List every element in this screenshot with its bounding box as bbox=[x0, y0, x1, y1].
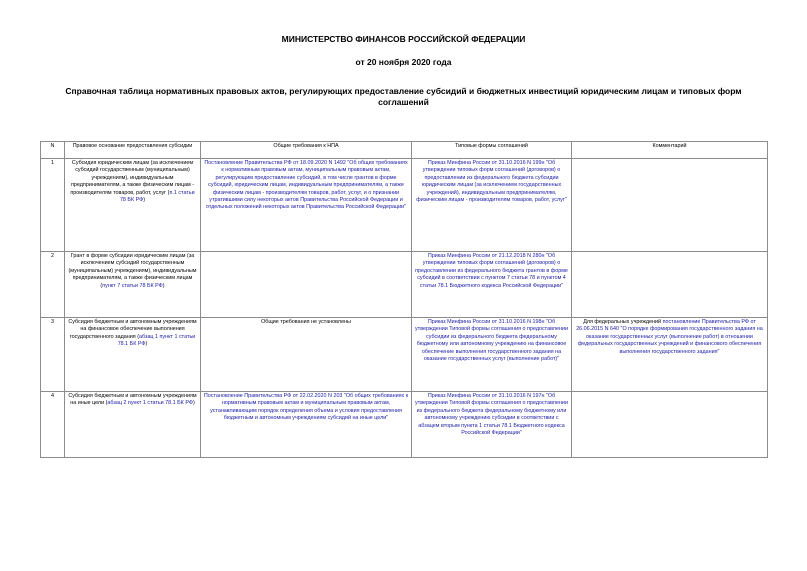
table-row bbox=[41, 318, 768, 392]
legal-basis-cell bbox=[65, 318, 201, 392]
row-number: 4 bbox=[41, 392, 65, 458]
legal-basis-link[interactable]: п.1 статьи 78 БК РФ bbox=[119, 189, 195, 204]
row-number: 1 bbox=[41, 159, 65, 252]
column-header-number: N bbox=[41, 142, 65, 159]
agreement-form-link[interactable]: Приказ Минфина России от 31.10.2016 N 197н "Об утверждении Типовой формы соглашения о предоставлении из федерального бюджета федеральному бюджетному или автономному учреждению субсидии в соответствии с абзацем вторым пункта 1 статьи 78.1 Бюджетного кодекса Российской Федерации" bbox=[412, 392, 572, 458]
legal-basis-tail: ) bbox=[145, 341, 148, 348]
requirements-cell: Общие требования не установлены bbox=[201, 318, 412, 392]
table-row bbox=[41, 252, 768, 318]
row-number: 2 bbox=[41, 252, 65, 318]
column-header-comment: Комментарий bbox=[572, 142, 768, 159]
column-header-legal-basis: Правовое основание предоставления субсидии bbox=[65, 142, 201, 159]
agreement-form-link[interactable]: Приказ Минфина России от 31.10.2016 N 198н "Об утверждении Типовой формы соглашения о предоставлении субсидии из федерального бюджета федеральному бюджетному или автономному учреждению на финансовое обеспечение выполнения государственного задания на оказание государственных услуг (выполнение работ)" bbox=[412, 318, 572, 392]
ministry-heading: МИНИСТЕРСТВО ФИНАНСОВ РОССИЙСКОЙ ФЕДЕРАЦИИ bbox=[281, 34, 526, 44]
column-header-requirements: Общие требования к НПА bbox=[201, 142, 412, 159]
requirements-link[interactable]: Постановление Правительства РФ от 22.02.2020 N 203 "Об общих требованиях к нормативным правовым актам и муниципальным правовым актам, устанавливающим порядок определения объема и условия предоставления бюджетным и автономным учреждениям субсидий на иные цели" bbox=[201, 392, 412, 458]
comment-link[interactable]: постановление Правительства РФ от 26.06.2015 N 640 "О порядке формирования государственного задания на оказание государственных услуг (выполнение работ) в отношении федеральных государственных учреждений и финансового обеспечения выполнения государственного задания" bbox=[576, 319, 763, 355]
comment-prefix: Для федеральных учреждений bbox=[583, 319, 663, 325]
reference-table bbox=[40, 141, 768, 458]
row-number: 3 bbox=[41, 318, 65, 392]
legal-basis-tail: ) bbox=[143, 197, 146, 204]
agreement-form-link[interactable]: Приказ Минфина России от 31.10.2016 N 199н "Об утверждении типовых форм соглашений (договоров) о предоставлении из федерального бюджета субсидии юридическим лицам (за исключением государственных учреждений), индивидуальным предпринимателям, физическим лицам - производителям товаров, работ, услуг" bbox=[412, 159, 572, 252]
legal-basis-cell bbox=[65, 159, 201, 252]
legal-basis-link[interactable]: абзац 2 пункт 1 статьи 78.1 БК РФ bbox=[107, 400, 193, 407]
legal-basis-text: Субсидия бюджетным и автономным учреждениям на иные цели ( bbox=[68, 393, 197, 407]
comment-cell bbox=[572, 252, 768, 318]
legal-basis-link[interactable]: абзац 1 пункт 1 статьи 78.1 БК РФ bbox=[117, 333, 196, 348]
column-header-agreement-forms: Типовые формы соглашений bbox=[412, 142, 572, 159]
document-date: от 20 ноября 2020 года bbox=[355, 57, 452, 67]
legal-basis-cell bbox=[65, 392, 201, 458]
legal-basis-text: Субсидия юридическим лицам (за исключением субсидий государственным (муниципальным) учреждениям), индивидуальным предпринимателям, а также физическим лицам - производителям товаров, работ, услуг ( bbox=[70, 160, 195, 196]
table-row bbox=[41, 159, 768, 252]
document-title: Справочная таблица нормативных правовых актов, регулирующих предоставление субсидий и бюджетных инвестиций юридическим лицам и типовых форм соглашений bbox=[65, 86, 742, 107]
table-header-row bbox=[41, 142, 768, 159]
comment-cell bbox=[572, 318, 768, 392]
legal-basis-text: Грант в форме субсидии юридическим лицам (за исключением субсидий государственным (муниципальным) учреждениям), индивидуальным предпринимателям, а также физическим лицам ( bbox=[68, 253, 197, 289]
legal-basis-text: Субсидия бюджетным и автономным учреждениям на финансовое обеспечение выполнения государственного задания ( bbox=[68, 319, 197, 340]
legal-basis-tail: ) bbox=[192, 400, 195, 407]
requirements-link[interactable]: Постановление Правительства РФ от 18.09.2020 N 1492 "Об общих требованиях к нормативным правовым актам, муниципальным правовым актам, регулирующим предоставление субсидий, в том числе грантов в форме субсидий, юридическим лицам, индивидуальным предпринимателям, а также физическим лицам - производителям товаров, работ, услуг, и о признании утратившими силу некоторых актов Правительства Российской Федерации и отдельных положений некоторых актов Правительства Российской Федерации" bbox=[201, 159, 412, 252]
table-row bbox=[41, 392, 768, 458]
agreement-form-link[interactable]: Приказ Минфина России от 21.12.2018 N 280н "Об утверждении типовых форм соглашений (договоров) о предоставлении из федерального бюджета грантов в форме субсидий в соответствии с пунктом 7 статьи 78 и пунктом 4 статьи 78.1 Бюджетного кодекса Российской Федерации" bbox=[412, 252, 572, 318]
legal-basis-cell bbox=[65, 252, 201, 318]
legal-basis-tail: ) bbox=[162, 282, 165, 289]
comment-cell bbox=[572, 159, 768, 252]
requirements-cell bbox=[201, 252, 412, 318]
comment-cell bbox=[572, 392, 768, 458]
legal-basis-link[interactable]: пункт 7 статьи 78 БК РФ bbox=[102, 282, 163, 289]
